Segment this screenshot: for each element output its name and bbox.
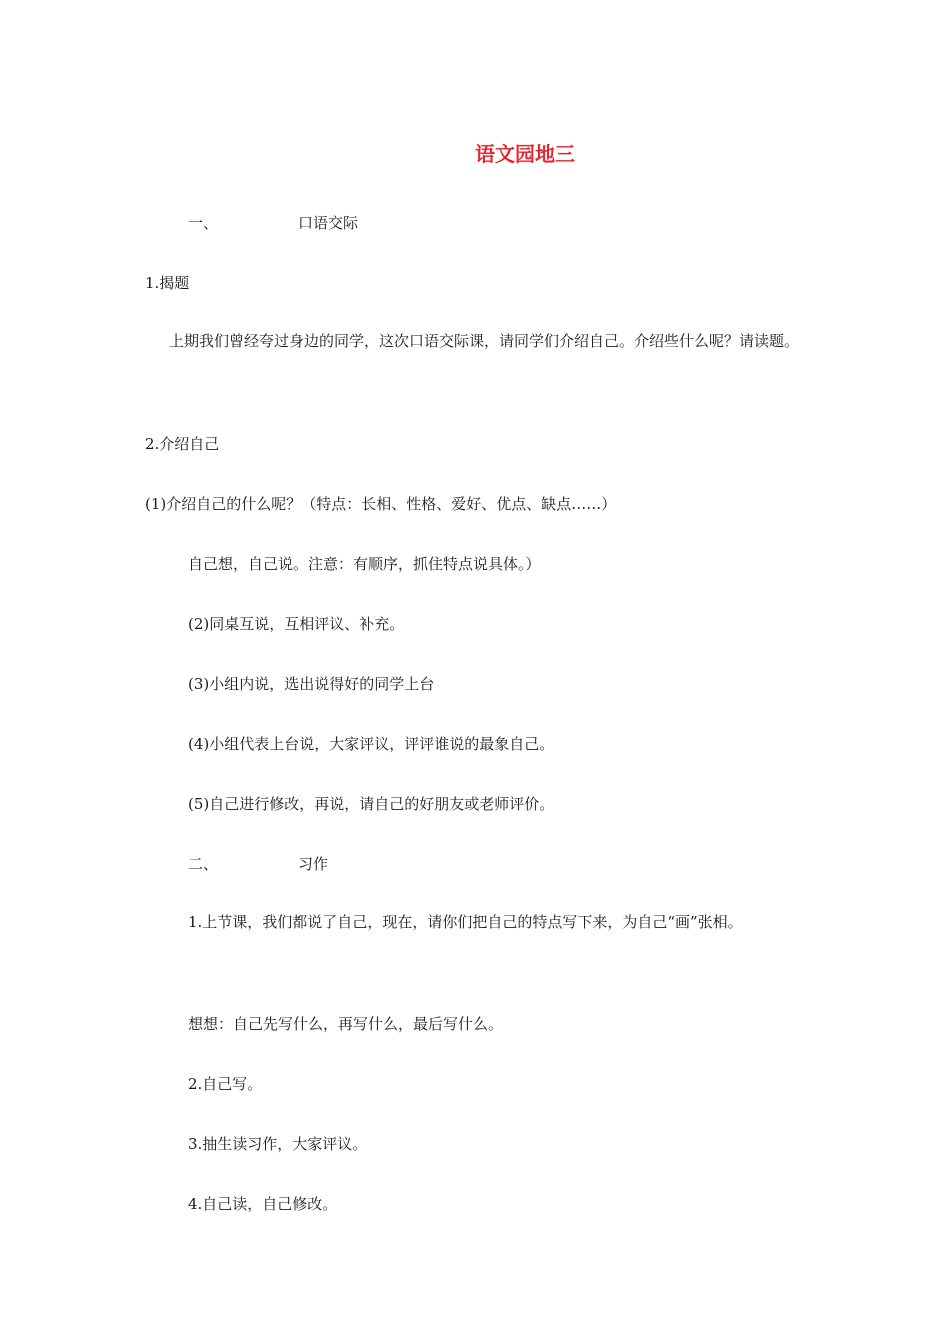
writing-item-3: 3.抽生读习作，大家评议。 [188, 1135, 368, 1153]
writing-item-1: 1.上节课，我们都说了自己，现在，请你们把自己的特点写下来，为自己“画”张相。 [188, 913, 743, 931]
sub-item-5: (5)自己进行修改，再说，请自己的好朋友或老师评价。 [188, 795, 555, 813]
sub-item-1: (1)介绍自己的什么呢？（特点：长相、性格、爱好、优点、缺点……） [145, 495, 617, 513]
sub-item-4: (4)小组代表上台说，大家评议，评评谁说的最象自己。 [188, 735, 555, 753]
sub-item-1-continuation: 自己想，自己说。注意：有顺序，抓住特点说具体。） [188, 555, 541, 573]
writing-item-4: 4.自己读，自己修改。 [188, 1195, 338, 1213]
writing-item-2: 2.自己写。 [188, 1075, 263, 1093]
item-heading-topic: 1.揭题 [145, 274, 190, 292]
section-number: 二、 [188, 855, 219, 873]
sub-item-3: (3)小组内说，选出说得好的同学上台 [188, 675, 435, 693]
section-name: 口语交际 [298, 214, 359, 232]
item-heading-introduce: 2.介绍自己 [145, 435, 220, 453]
page-title: 语文园地三 [475, 142, 575, 166]
sub-item-2: (2)同桌互说，互相评议、补充。 [188, 615, 405, 633]
section-number: 一、 [188, 214, 219, 232]
section-name: 习作 [298, 855, 329, 873]
writing-think: 想想：自己先写什么，再写什么，最后写什么。 [188, 1015, 504, 1033]
intro-paragraph: 上期我们曾经夸过身边的同学，这次口语交际课，请同学们介绍自己。介绍些什么呢？请读题。 [169, 332, 800, 350]
